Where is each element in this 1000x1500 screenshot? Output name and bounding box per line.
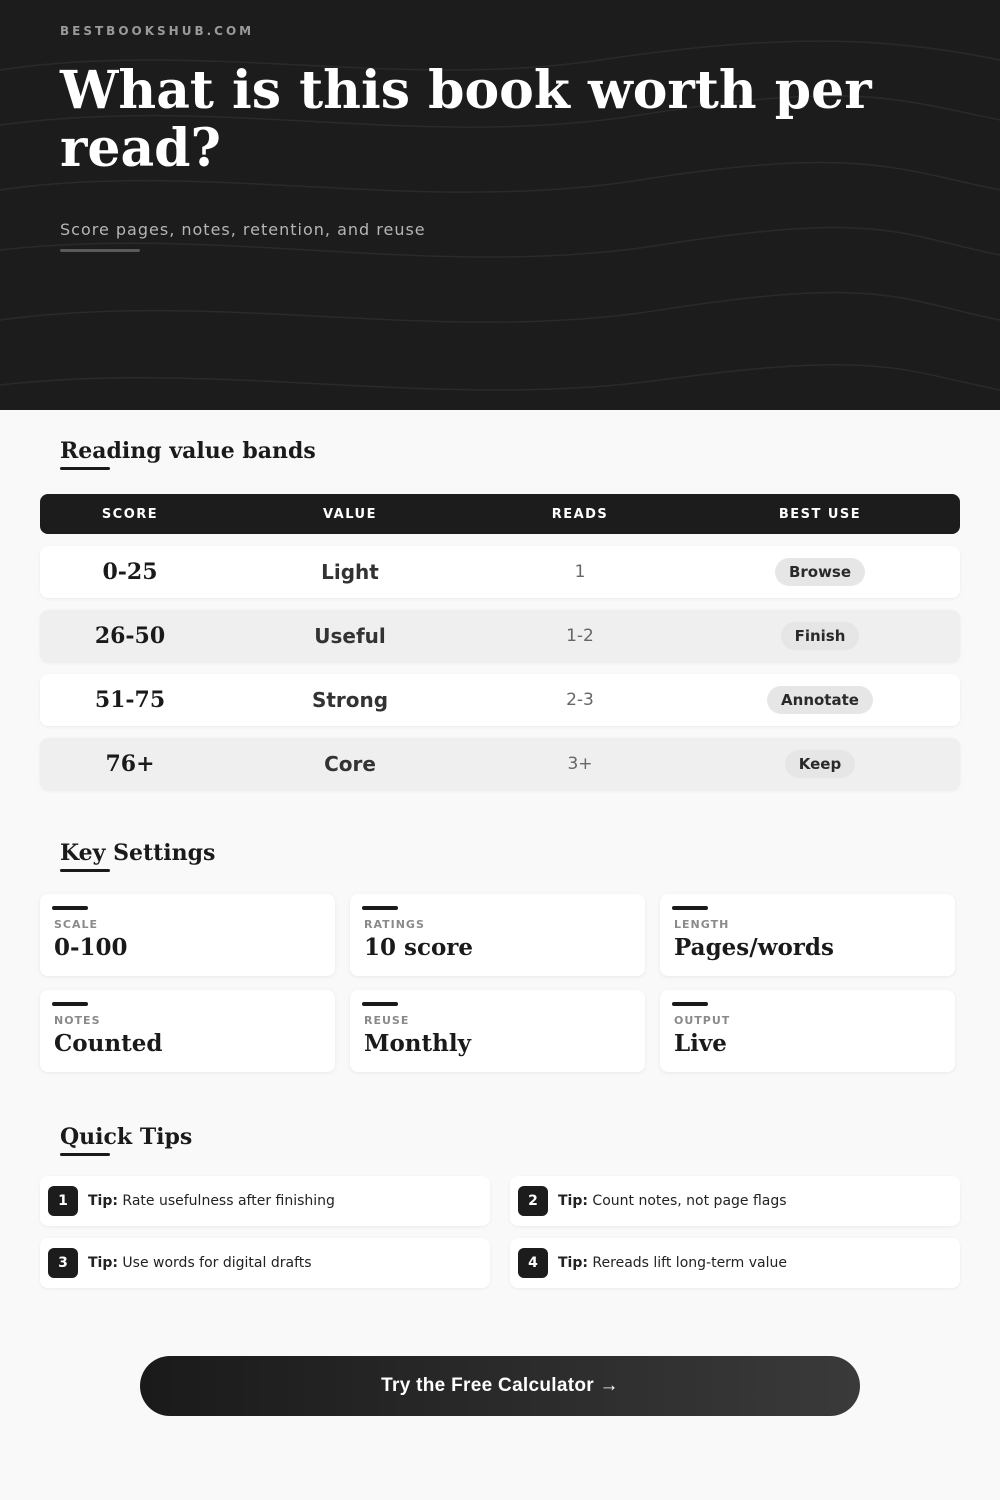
tip-body: Rate usefulness after finishing — [122, 1193, 335, 1209]
settings-section-title: Key Settings — [60, 840, 216, 866]
setting-card-output — [660, 990, 955, 1072]
tip-item — [510, 1238, 960, 1288]
tip-item — [40, 1176, 490, 1226]
table-row — [40, 738, 960, 790]
card-accent-bar — [672, 1002, 708, 1006]
tip-text — [88, 1193, 335, 1209]
row-value: Light — [321, 560, 379, 584]
tip-text — [88, 1255, 312, 1271]
row-score: 51-75 — [94, 687, 166, 713]
row-best-use — [680, 750, 960, 778]
header-reads: READS — [551, 506, 609, 522]
tip-text — [558, 1255, 787, 1271]
card-label: REUSE — [364, 1014, 410, 1027]
setting-card-notes — [40, 990, 335, 1072]
row-reads: 1 — [574, 562, 586, 582]
card-accent-bar — [362, 906, 398, 910]
tip-body: Rereads lift long-term value — [592, 1255, 788, 1271]
subtitle-underline — [60, 249, 140, 252]
row-score: 26-50 — [94, 623, 166, 649]
try-calculator-button[interactable]: Try the Free Calculator → — [140, 1356, 860, 1416]
tip-number-badge: 1 — [48, 1186, 78, 1216]
bands-section-title: Reading value bands — [60, 438, 316, 464]
bands-table-header — [40, 494, 960, 534]
card-accent-bar — [52, 906, 88, 910]
card-accent-bar — [672, 906, 708, 910]
row-reads: 3+ — [567, 754, 593, 774]
tip-text — [558, 1193, 787, 1209]
tip-prefix: Tip: — [88, 1255, 118, 1271]
tip-prefix: Tip: — [88, 1193, 118, 1209]
tip-item — [40, 1238, 490, 1288]
page-title: What is this book worth per read? — [60, 60, 872, 179]
setting-card-ratings — [350, 894, 645, 976]
tips-section-underline — [60, 1153, 110, 1156]
card-value: 0-100 — [54, 934, 128, 961]
card-value: Live — [674, 1030, 727, 1057]
tips-section-title: Quick Tips — [60, 1124, 193, 1150]
table-row — [40, 674, 960, 726]
setting-card-reuse — [350, 990, 645, 1072]
row-value: Strong — [311, 688, 389, 712]
best-use-badge: Finish — [781, 622, 860, 650]
tip-number-badge: 2 — [518, 1186, 548, 1216]
card-value: Pages/words — [674, 934, 834, 961]
row-value: Core — [324, 752, 376, 776]
row-reads: 1-2 — [566, 626, 594, 646]
row-reads: 2-3 — [566, 690, 594, 710]
header-best-use: BEST USE — [778, 506, 862, 522]
setting-card-length — [660, 894, 955, 976]
best-use-badge: Keep — [785, 750, 855, 778]
card-accent-bar — [52, 1002, 88, 1006]
best-use-badge: Annotate — [767, 686, 873, 714]
hero-banner — [0, 0, 1000, 410]
row-score: 76+ — [105, 751, 155, 777]
card-label: OUTPUT — [674, 1014, 731, 1027]
page-subtitle: Score pages, notes, retention, and reuse — [60, 220, 426, 239]
tip-body: Use words for digital drafts — [122, 1255, 312, 1271]
bands-section-underline — [60, 467, 110, 470]
header-score: SCORE — [101, 506, 159, 522]
tip-number-badge: 3 — [48, 1248, 78, 1278]
setting-card-scale — [40, 894, 335, 976]
header-value: VALUE — [323, 506, 377, 522]
tip-number-badge: 4 — [518, 1248, 548, 1278]
table-row — [40, 610, 960, 662]
card-value: Monthly — [364, 1030, 471, 1057]
table-row — [40, 546, 960, 598]
card-value: 10 score — [364, 934, 474, 961]
row-score: 0-25 — [102, 559, 158, 585]
tip-body: Count notes, not page flags — [592, 1193, 787, 1209]
card-label: LENGTH — [674, 918, 730, 931]
row-best-use — [680, 558, 960, 586]
row-best-use — [680, 622, 960, 650]
row-value: Useful — [314, 624, 386, 648]
tip-prefix: Tip: — [558, 1255, 588, 1271]
card-label: RATINGS — [364, 918, 425, 931]
card-label: SCALE — [54, 918, 99, 931]
site-name: BESTBOOKSHUB.COM — [60, 24, 255, 38]
card-label: NOTES — [54, 1014, 101, 1027]
settings-section-underline — [60, 869, 110, 872]
row-best-use — [680, 686, 960, 714]
tip-item — [510, 1176, 960, 1226]
card-accent-bar — [362, 1002, 398, 1006]
best-use-badge: Browse — [775, 558, 865, 586]
tip-prefix: Tip: — [558, 1193, 588, 1209]
card-value: Counted — [54, 1030, 163, 1057]
